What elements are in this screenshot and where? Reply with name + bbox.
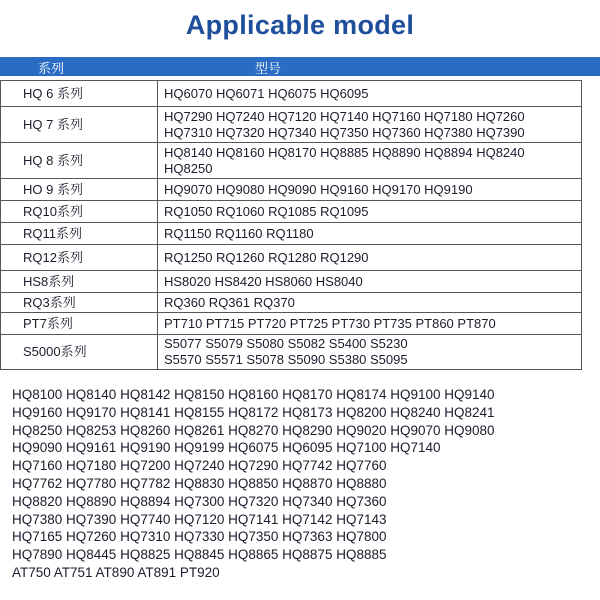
extra-model-line: AT750 AT751 AT890 AT891 PT920 xyxy=(12,564,220,580)
model-list-cell xyxy=(158,179,582,201)
table-row xyxy=(1,143,582,179)
model-list-cell xyxy=(158,293,582,313)
table-row xyxy=(1,81,582,107)
extra-model-line: HQ8100 HQ8140 HQ8142 HQ8150 HQ8160 HQ8170 HQ8174 HQ9100 HQ9140 xyxy=(12,387,495,402)
model-line: RQ360 RQ361 RQ370 xyxy=(164,294,295,310)
table-row xyxy=(1,107,582,143)
table-row xyxy=(1,271,582,293)
extra-model-line: HQ7380 HQ7390 HQ7740 HQ7120 HQ7141 HQ7142 HQ7143 xyxy=(12,511,387,527)
table-row xyxy=(1,223,582,245)
model-list-cell xyxy=(158,223,582,245)
model-line: HQ9070 HQ9080 HQ9090 HQ9160 HQ9170 HQ9190 xyxy=(164,181,473,197)
model-line: HQ7310 HQ7320 HQ7340 HQ7350 HQ7360 HQ7380 HQ7390 xyxy=(164,124,525,140)
extra-model-line: HQ7165 HQ7260 HQ7310 HQ7330 HQ7350 HQ7363 HQ7800 xyxy=(12,529,387,545)
table-row xyxy=(1,201,582,223)
series-cell: RQ11系列 xyxy=(1,223,158,245)
model-list-cell xyxy=(158,335,582,370)
series-cell: RQ10系列 xyxy=(1,201,158,223)
series-cell: HO 9 系列 xyxy=(1,179,158,201)
table-row xyxy=(1,335,582,370)
model-list-cell xyxy=(158,271,582,293)
series-cell: HQ 6 系列 xyxy=(1,81,158,107)
model-line: S5570 S5571 S5078 S5090 S5380 S5095 xyxy=(164,352,408,367)
extra-model-list xyxy=(12,386,495,582)
table-header xyxy=(0,57,600,76)
model-table xyxy=(0,80,582,370)
model-line: RQ1250 RQ1260 RQ1280 RQ1290 xyxy=(164,249,369,265)
table-row xyxy=(1,179,582,201)
series-cell: HQ 8 系列 xyxy=(1,143,158,179)
extra-model-line: HQ7160 HQ7180 HQ7200 HQ7240 HQ7290 HQ7742 HQ7760 xyxy=(12,458,387,474)
series-cell: PT7系列 xyxy=(1,313,158,335)
extra-model-line: HQ7762 HQ7780 HQ7782 HQ8830 HQ8850 HQ8870 HQ8880 xyxy=(12,475,387,491)
header-series-label: 系列 xyxy=(38,61,65,76)
model-line: HQ8250 xyxy=(164,160,213,176)
model-list-cell xyxy=(158,245,582,271)
series-cell: RQ3系列 xyxy=(1,293,158,313)
model-list-cell xyxy=(158,313,582,335)
series-cell: HS8系列 xyxy=(1,271,158,293)
page-title: Applicable model xyxy=(185,10,415,40)
header-model-label: 型号 xyxy=(255,61,282,76)
model-line: HQ6070 HQ6071 HQ6075 HQ6095 xyxy=(164,85,369,101)
model-line: HQ7290 HQ7240 HQ7120 HQ7140 HQ7160 HQ7180 HQ7260 xyxy=(164,108,525,124)
model-line: PT710 PT715 PT720 PT725 PT730 PT735 PT860 PT870 xyxy=(164,315,496,331)
table-row xyxy=(1,313,582,335)
table-row xyxy=(1,245,582,271)
table-row xyxy=(1,293,582,313)
model-line: HQ8140 HQ8160 HQ8170 HQ8885 HQ8890 HQ8894 HQ8240 xyxy=(164,144,525,160)
model-line: RQ1150 RQ1160 RQ1180 xyxy=(164,225,314,241)
series-cell: RQ12系列 xyxy=(1,245,158,271)
model-line: HS8020 HS8420 HS8060 HS8040 xyxy=(164,273,363,289)
extra-model-line: HQ9160 HQ9170 HQ8141 HQ8155 HQ8172 HQ8173 HQ8200 HQ8240 HQ8241 xyxy=(12,404,495,420)
extra-model-line: HQ8250 HQ8253 HQ8260 HQ8261 HQ8270 HQ8290 HQ9020 HQ9070 HQ9080 xyxy=(12,422,495,438)
model-list-cell xyxy=(158,143,582,179)
extra-model-line: HQ8820 HQ8890 HQ8894 HQ7300 HQ7320 HQ7340 HQ7360 xyxy=(12,493,387,509)
model-list-cell xyxy=(158,107,582,143)
series-cell: S5000系列 xyxy=(1,335,158,370)
model-list-cell xyxy=(158,81,582,107)
extra-model-line: HQ7890 HQ8445 HQ8825 HQ8845 HQ8865 HQ8875 HQ8885 xyxy=(12,547,387,563)
model-line: S5077 S5079 S5080 S5082 S5400 S5230 xyxy=(164,336,408,351)
series-cell: HQ 7 系列 xyxy=(1,107,158,143)
model-line: RQ1050 RQ1060 RQ1085 RQ1095 xyxy=(164,203,369,219)
model-list-cell xyxy=(158,201,582,223)
extra-model-line: HQ9090 HQ9161 HQ9190 HQ9199 HQ6075 HQ6095 HQ7100 HQ7140 xyxy=(12,440,441,456)
